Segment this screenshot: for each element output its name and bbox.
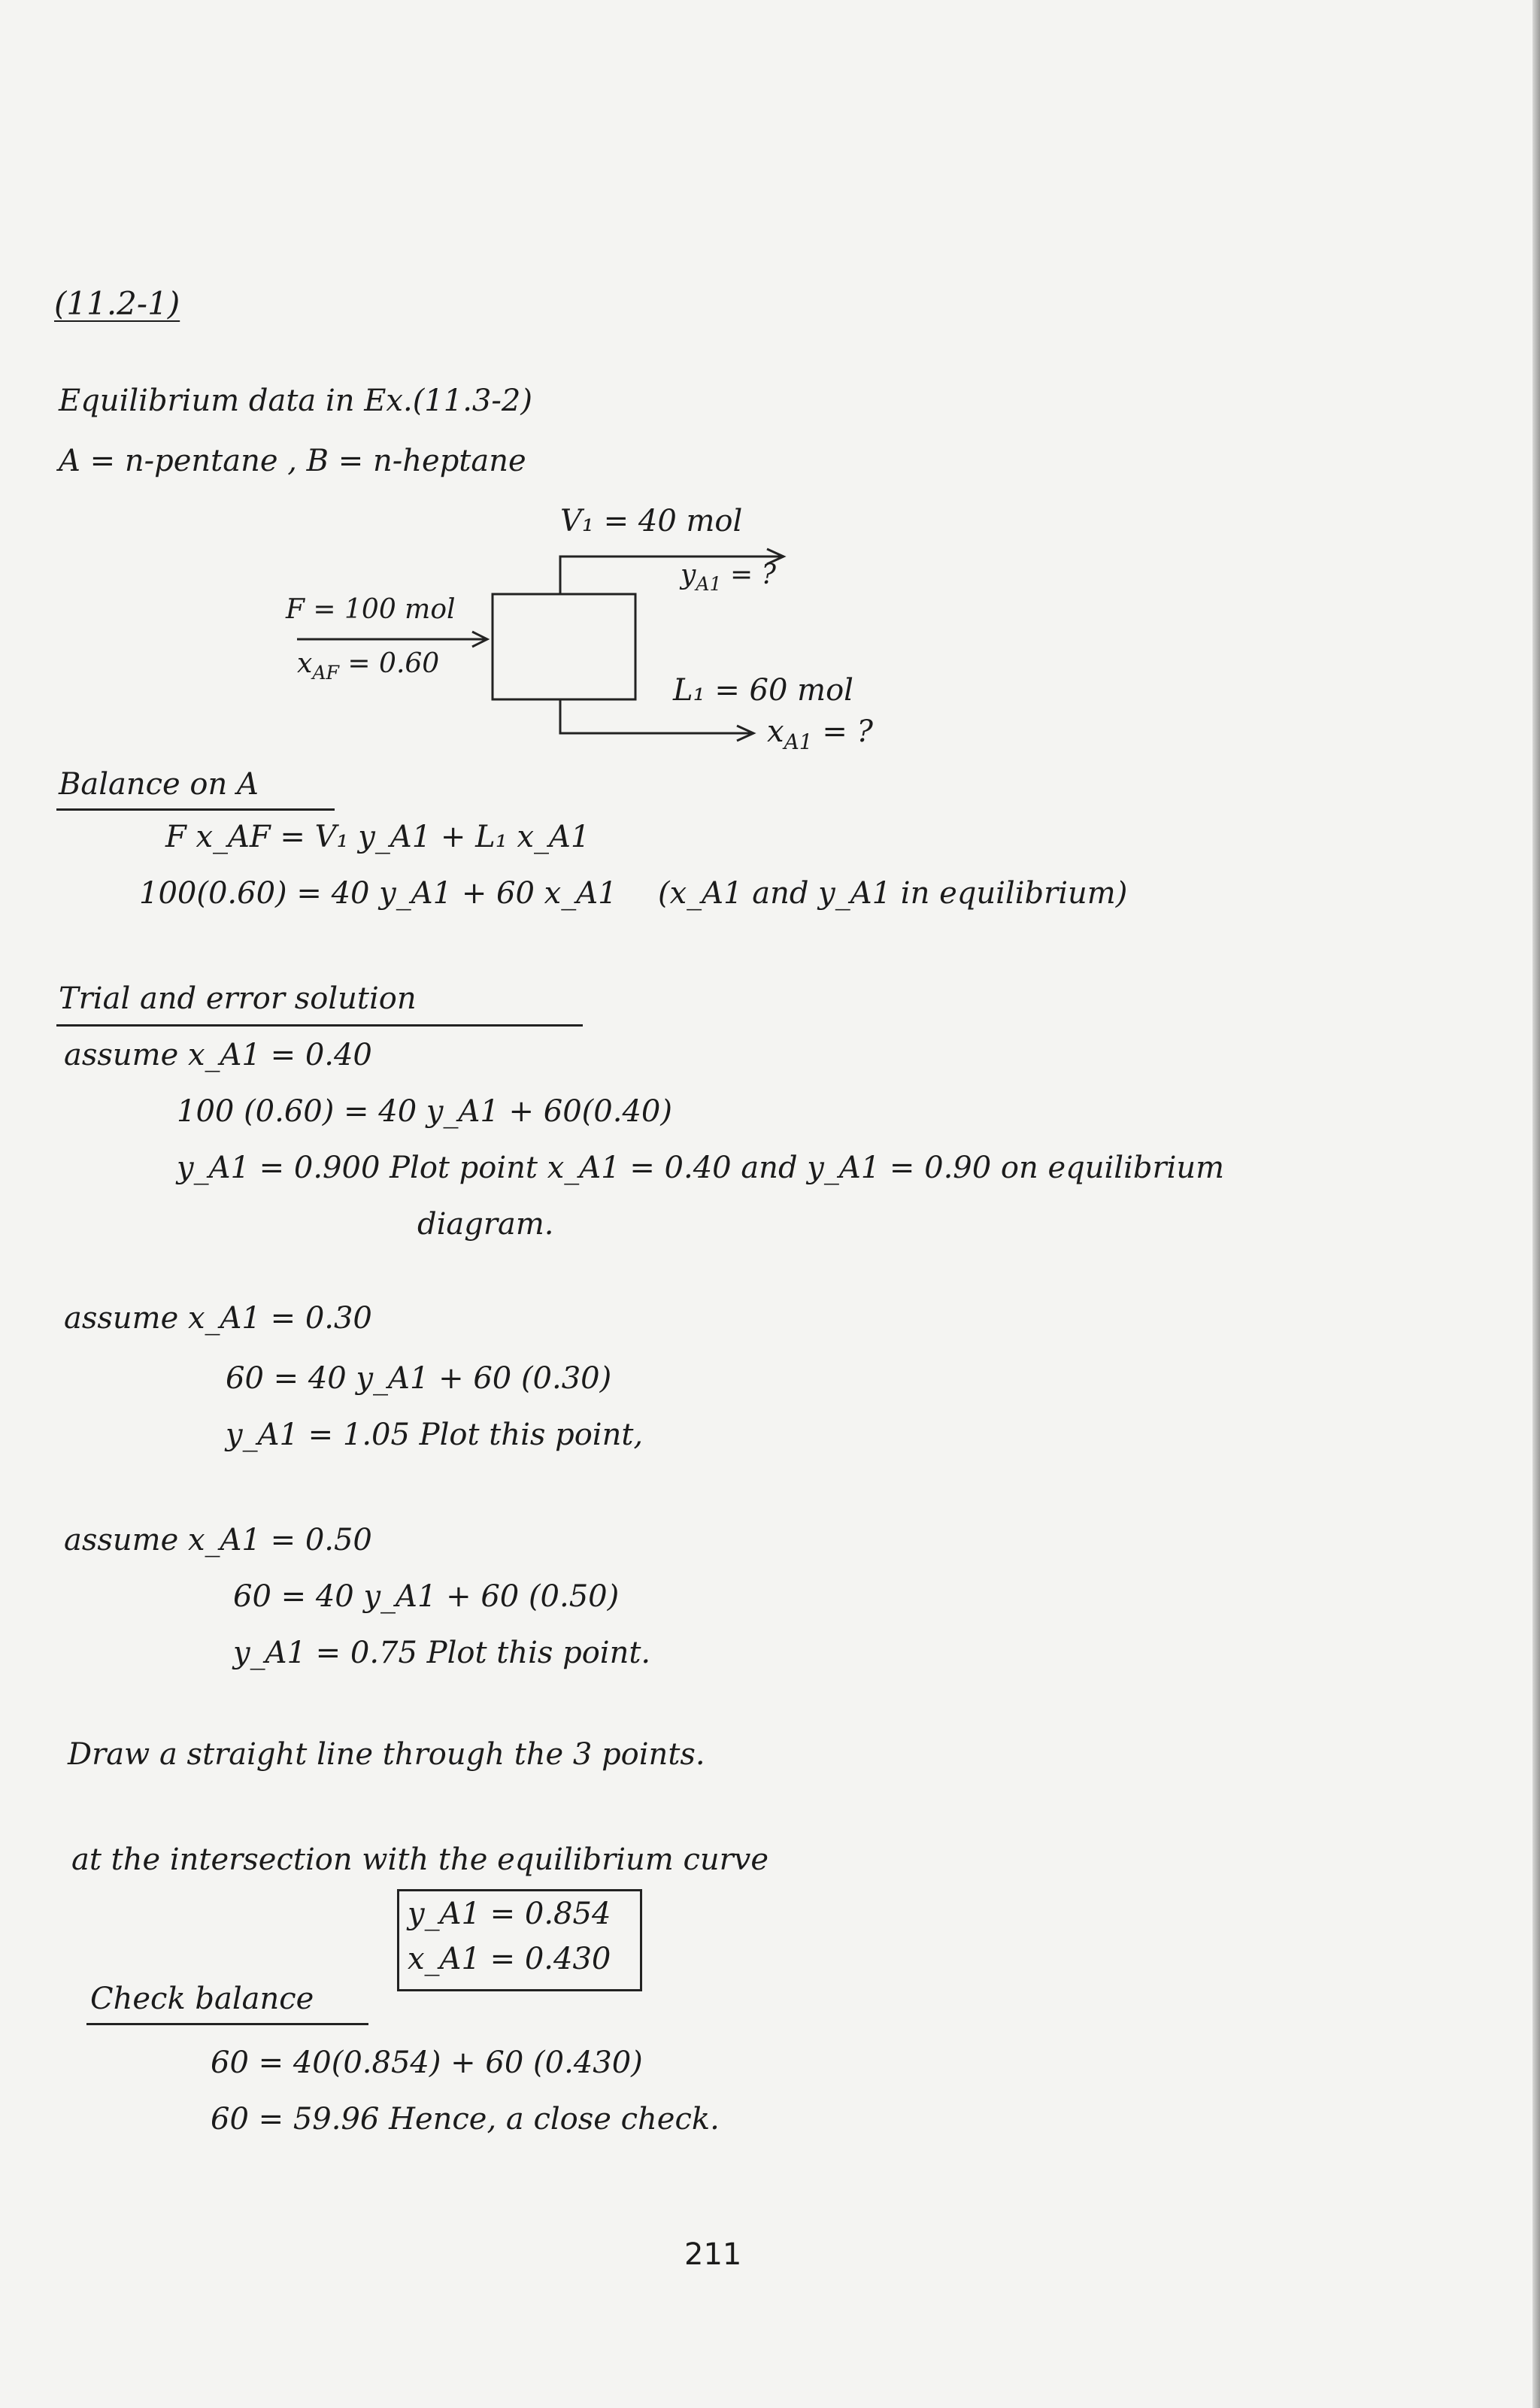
- balance-equation-general: F x_AF = V₁ y_A1 + L₁ x_A1: [165, 820, 590, 854]
- problem-number: (11.2-1): [54, 285, 180, 322]
- trial-2-assume: assume x_A1 = 0.30: [64, 1301, 372, 1336]
- feed-composition-label: [297, 648, 439, 684]
- page-number: 211: [684, 2237, 742, 2272]
- check-heading-underline: [86, 2023, 368, 2025]
- liquid-composition-label: [767, 714, 873, 754]
- trial-3-result: y_A1 = 0.75 Plot this point.: [233, 1636, 651, 1670]
- intro-line-1: Equilibrium data in Ex.(11.3-2): [59, 384, 532, 418]
- xaf-sub: AF: [312, 661, 339, 684]
- liquid-flow-label: L₁ = 60 mol: [673, 673, 853, 708]
- check-line-2: 60 = 59.96 Hence, a close check.: [211, 2102, 720, 2137]
- check-heading: Check balance: [90, 1982, 314, 2016]
- ya1-sub: A1: [696, 572, 722, 595]
- answer-ya1: y_A1 = 0.854: [408, 1897, 611, 1931]
- trial-3-equation: 60 = 40 y_A1 + 60 (0.50): [233, 1579, 620, 1614]
- trial-heading: Trial and error solution: [59, 981, 417, 1016]
- trial-1-result: y_A1 = 0.900 Plot point x_A1 = 0.40 and y_A1 = 0.90 on equilibrium: [177, 1151, 1225, 1185]
- balance-equation-numeric: 100(0.60) = 40 y_A1 + 60 x_A1: [139, 876, 617, 911]
- xa1-sub: A1: [784, 729, 813, 754]
- balance-heading: Balance on A: [59, 767, 259, 802]
- intro-line-2: A = n-pentane , B = n-heptane: [59, 444, 526, 478]
- xa1-end: = ?: [812, 714, 873, 749]
- trial-2-result: y_A1 = 1.05 Plot this point,: [226, 1418, 644, 1452]
- xa1-var: x: [767, 714, 784, 749]
- flash-drum-box: [493, 594, 635, 699]
- xaf-var: x: [297, 648, 313, 679]
- trial-1-result-cont: diagram.: [417, 1207, 554, 1242]
- balance-heading-underline: [56, 808, 335, 811]
- vapor-flow-label: V₁ = 40 mol: [560, 504, 743, 538]
- trial-3-assume: assume x_A1 = 0.50: [64, 1523, 372, 1557]
- answer-xa1: x_A1 = 0.430: [408, 1942, 611, 1976]
- intersection-note: at the intersection with the equilibrium curve: [71, 1842, 769, 1877]
- check-line-1: 60 = 40(0.854) + 60 (0.430): [211, 2046, 643, 2080]
- ya1-end: = ?: [721, 560, 776, 590]
- xaf-end: = 0.60: [338, 648, 440, 679]
- draw-line-instruction: Draw a straight line through the 3 points.: [68, 1737, 705, 1772]
- trial-1-assume: assume x_A1 = 0.40: [64, 1038, 372, 1072]
- vapor-composition-label: [681, 560, 776, 596]
- trial-1-equation: 100 (0.60) = 40 y_A1 + 60(0.40): [177, 1094, 672, 1129]
- feed-flow-label: F = 100 mol: [286, 594, 456, 625]
- balance-equilibrium-note: (x_A1 and y_A1 in equilibrium): [658, 876, 1128, 911]
- trial-2-equation: 60 = 40 y_A1 + 60 (0.30): [226, 1361, 612, 1396]
- scan-edge: [1532, 0, 1540, 2408]
- trial-heading-underline: [56, 1024, 583, 1027]
- ya1-var: y: [681, 560, 696, 590]
